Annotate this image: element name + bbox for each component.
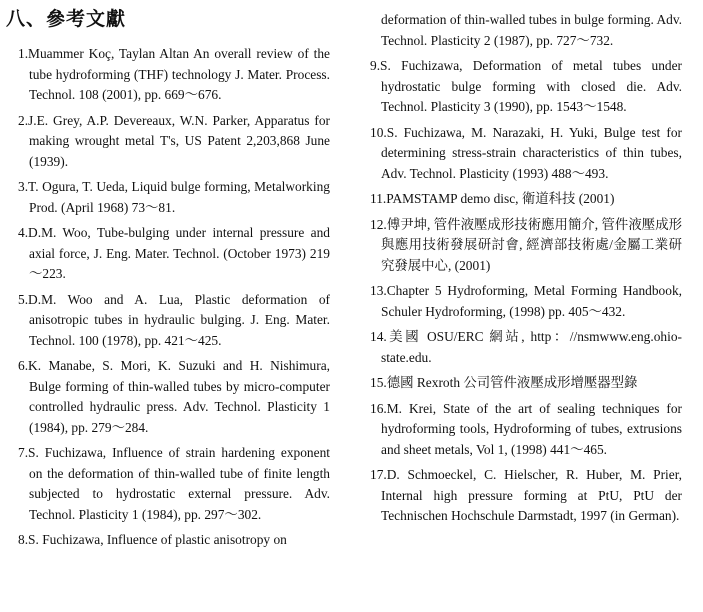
reference-15 [370, 373, 682, 394]
reference-text: S. Fuchizawa, M. Narazaki, H. Yuki, Bulge test for determining stress-strain characteristics of thin tubes, Adv. Technol. Plasticity (1993) 488～493. [381, 124, 682, 181]
reference-3 [18, 177, 330, 218]
reference-number: 13. [370, 283, 387, 298]
reference-7 [18, 443, 330, 525]
reference-13 [370, 281, 682, 322]
reference-text: T. Ogura, T. Ueda, Liquid bulge forming, Metalworking Prod. (April 1968) 73～81. [28, 179, 330, 215]
reference-text: Muammer Koç, Taylan Altan An overall review of the tube hydroforming (THF) technology J. Mater. Process. Technol. 108 (2001), pp. 669～676. [28, 46, 330, 102]
reference-column-left [18, 44, 330, 556]
reference-11 [370, 189, 682, 210]
reference-16 [370, 399, 682, 461]
reference-5 [18, 290, 330, 352]
reference-text: D.M. Woo, Tube-bulging under internal pressure and axial force, J. Eng. Mater. Technol. (October 1973) 219～223. [28, 225, 330, 281]
reference-10 [370, 123, 682, 185]
reference-text: D. Schmoeckel, C. Hielscher, R. Huber, M. Prier, Internal high pressure forming at PtU, PtU der Technischen Hochschule Darmstadt, 1997 (in German). [381, 467, 682, 523]
reference-text: 傅尹坤, 管件液壓成形技術應用簡介, 管件液壓成形與應用技術發展研討會, 經濟部技術處/金屬工業研究發展中心, (2001) [381, 216, 682, 273]
reference-number: 9. [370, 58, 381, 73]
reference-number: 5. [18, 291, 29, 307]
reference-text: M. Krei, State of the art of sealing techniques for hydroforming tools, Hydroforming of tubes, extrusions and sheet metals, Vol 1, (1998) 441～465. [381, 400, 682, 457]
reference-text: D.M. Woo and A. Lua, Plastic deformation of anisotropic tubes in hydraulic bulging. J. Eng. Mater. Technol. 100 (1978), pp. 421～425. [28, 291, 330, 348]
reference-number: 1. [18, 46, 29, 61]
reference-number: 2. [18, 112, 29, 128]
reference-text: J.E. Grey, A.P. Devereaux, W.N. Parker, Apparatus for making wrought metal T's, US Patent 2,203,868 June (1939). [28, 112, 330, 169]
reference-number: 6. [18, 358, 29, 373]
reference-text: S. Fuchizawa, Influence of plastic anisotropy on [28, 532, 287, 547]
reference-17 [370, 465, 682, 527]
reference-text: K. Manabe, S. Mori, K. Suzuki and H. Nishimura, Bulge forming of thin-walled tubes by micro-computer controlled hydraulic press. Adv. Technol. Plasticity 1 (1984), pp. 279～284. [28, 358, 330, 435]
reference-14 [370, 327, 682, 368]
reference-number: 7. [18, 445, 29, 460]
reference-number: 17. [370, 467, 387, 482]
section-heading: 八、參考文獻 [6, 8, 127, 30]
reference-4 [18, 223, 330, 285]
reference-2 [18, 111, 330, 173]
reference-text: 美國 OSU/ERC 網站, http：//nsmwww.eng.ohio-state.edu. [381, 329, 682, 365]
reference-number: 8. [18, 532, 29, 547]
reference-text: 德國 Rexroth 公司管件液壓成形增壓器型錄 [386, 375, 638, 390]
reference-number: 11. [370, 191, 387, 206]
reference-number: 16. [370, 400, 387, 416]
reference-number: 12. [370, 216, 387, 232]
reference-column-right [370, 10, 682, 532]
reference-number: 10. [370, 124, 387, 140]
reference-8 [18, 530, 330, 551]
reference-8-continued: deformation of thin-walled tubes in bulge forming. Adv. Technol. Plasticity 2 (1987), pp. 727～732. [381, 12, 682, 48]
reference-6 [18, 356, 330, 438]
reference-text: S. Fuchizawa, Influence of strain hardening exponent on the deformation of thin-walled tube of finite length subjected to hydrostatic external pressure. Adv. Technol. Plasticity 1 (1984), pp. 297～302. [28, 445, 330, 522]
reference-9 [370, 56, 682, 118]
reference-text: PAMSTAMP demo disc, 衛道科技 (2001) [386, 191, 615, 206]
reference-text: Chapter 5 Hydroforming, Metal Forming Handbook, Schuler Hydroforming, (1998) pp. 405～432. [381, 283, 682, 319]
reference-number: 14. [370, 329, 387, 344]
reference-number: 4. [18, 225, 29, 240]
reference-1 [18, 44, 330, 106]
reference-text: S. Fuchizawa, Deformation of metal tubes under hydrostatic bulge forming with closed die. Adv. Technol. Plasticity 3 (1990), pp. 1543～1548. [380, 58, 682, 114]
reference-number: 15. [370, 375, 387, 390]
reference-12 [370, 215, 682, 277]
reference-number: 3. [18, 179, 29, 194]
